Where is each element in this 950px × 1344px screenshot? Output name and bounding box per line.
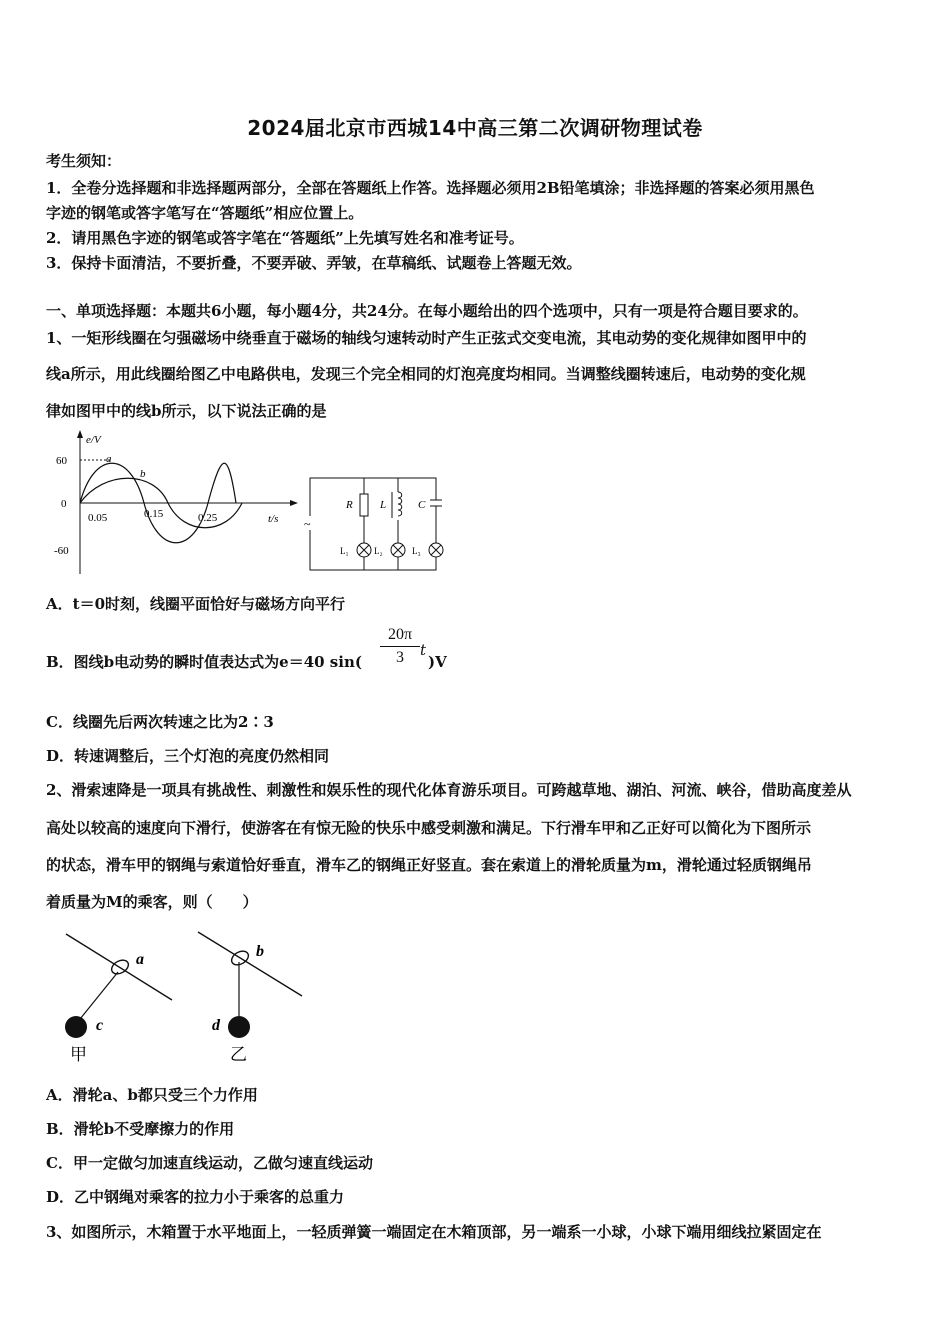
- x-tick-025: 0.25: [198, 512, 218, 524]
- y-axis-label: e/V: [86, 434, 101, 446]
- resistor-label: R: [346, 499, 353, 511]
- cable-yi: [198, 932, 302, 996]
- q1-option-b-prefix: B．图线b电动势的瞬时值表达式为e＝40 sin(: [46, 653, 362, 671]
- q1-option-b-fraction: [380, 626, 420, 667]
- q2-zipline-figure: [56, 926, 312, 1066]
- y-tick-neg60: -60: [54, 545, 69, 557]
- q2-line-2: 高处以较高的速度向下滑行，使游客在有惊无险的快乐中感受刺激和满足。下行滑车甲和乙正好可以简化为下图所示: [46, 819, 812, 837]
- label-a: a: [136, 951, 144, 968]
- curve-b-label: b: [140, 468, 146, 480]
- passenger-c: [65, 1016, 87, 1038]
- caption-jia: 甲: [70, 1045, 87, 1064]
- q2-option-a: A．滑轮a、b都只受三个力作用: [46, 1086, 258, 1104]
- q1-option-c: C．线圈先后两次转速之比为2∶3: [46, 713, 274, 731]
- x-tick-005: 0.05: [88, 512, 108, 524]
- q1-emf-graph: [46, 428, 300, 576]
- passenger-d: [228, 1016, 250, 1038]
- label-c: c: [96, 1017, 104, 1034]
- q3-line-1: 3、如图所示，木箱置于水平地面上，一轻质弹簧一端固定在木箱顶部，另一端系一小球，小球下端用细线拉紧固定在: [46, 1223, 822, 1241]
- q1-option-a: A．t＝0时刻，线圈平面恰好与磁场方向平行: [46, 595, 346, 613]
- y-tick-60: 60: [56, 455, 67, 467]
- fraction-numerator: 20π: [380, 626, 420, 647]
- fraction-denominator: 3: [396, 649, 404, 666]
- notice-item-2: 2．请用黑色字迹的钢笔或答字笔在“答题纸”上先填写姓名和准考证号。: [46, 229, 524, 247]
- q2-option-b: B．滑轮b不受摩擦力的作用: [46, 1120, 235, 1138]
- lamp-2-label: L₂: [374, 546, 383, 556]
- inductor-label: L: [380, 499, 387, 511]
- q1-circuit-diagram: [300, 470, 450, 574]
- caption-yi: 乙: [230, 1045, 247, 1064]
- q1-option-b: [46, 652, 362, 672]
- cable-jia: [66, 934, 172, 1000]
- page-title: 2024届北京市西城14中高三第二次调研物理试卷: [247, 116, 703, 140]
- notice-item-1: 1．全卷分选择题和非选择题两部分，全部在答题纸上作答。选择题必须用2B铅笔填涂；非选择题的答案必须用黑色: [46, 179, 815, 197]
- resistor-symbol: [360, 494, 368, 516]
- x-axis-arrow: [290, 500, 298, 506]
- notice-item-1-cont: 字迹的钢笔或答字笔写在“答题纸”相应位置上。: [46, 204, 364, 222]
- q1-line-1: 1、一矩形线圈在匀强磁场中绕垂直于磁场的轴线匀速转动时产生正弦式交变电流，其电动势的变化规律如图甲中的: [46, 329, 807, 347]
- lamp-3-label: L₃: [412, 546, 421, 556]
- notice-heading: 考生须知：: [46, 152, 122, 170]
- y-axis-arrow: [77, 430, 83, 438]
- q2-line-1: 2、滑索速降是一项具有挑战性、刺激性和娱乐性的现代化体育游乐项目。可跨越草地、湖泊、河流、峡谷，借助高度差从: [46, 781, 852, 799]
- q1-option-d: D．转速调整后，三个灯泡的亮度仍然相同: [46, 747, 330, 765]
- q2-line-4: 着质量为M的乘客，则（ ）: [46, 893, 258, 911]
- label-d: d: [212, 1017, 220, 1034]
- label-b: b: [256, 943, 264, 960]
- x-axis-label: t/s: [268, 513, 279, 525]
- capacitor-label: C: [418, 499, 426, 511]
- circuit-outer-loop: [310, 478, 436, 570]
- ac-source-symbol: ~: [304, 517, 311, 531]
- y-tick-0: 0: [61, 498, 67, 510]
- notice-item-3: 3．保持卡面清洁，不要折叠，不要弄破、弄皱，在草稿纸、试题卷上答题无效。: [46, 254, 582, 272]
- q1-line-2: 线a所示，用此线圈给图乙中电路供电，发现三个完全相同的灯泡亮度均相同。当调整线圈转速后，电动势的变化规: [46, 365, 806, 383]
- q2-option-c: C．甲一定做匀加速直线运动，乙做匀速直线运动: [46, 1154, 373, 1172]
- x-tick-015: 0.15: [144, 508, 164, 520]
- curve-a-label: a: [106, 453, 112, 465]
- section-1-heading: 一、单项选择题：本题共6小题，每小题4分，共24分。在每小题给出的四个选项中，只有一项是符合题目要求的。: [46, 302, 808, 320]
- q1-option-b-t: t: [420, 641, 427, 659]
- q1-line-3: 律如图甲中的线b所示，以下说法正确的是: [46, 402, 327, 420]
- lamp-1-label: L₁: [340, 546, 349, 556]
- q2-option-d: D．乙中钢绳对乘客的拉力小于乘客的总重力: [46, 1188, 345, 1206]
- q2-line-3: 的状态，滑车甲的钢绳与索道恰好垂直，滑车乙的钢绳正好竖直。套在索道上的滑轮质量为m，滑轮通过轻质钢绳吊: [46, 856, 812, 874]
- q1-option-b-suffix: )V: [428, 653, 447, 671]
